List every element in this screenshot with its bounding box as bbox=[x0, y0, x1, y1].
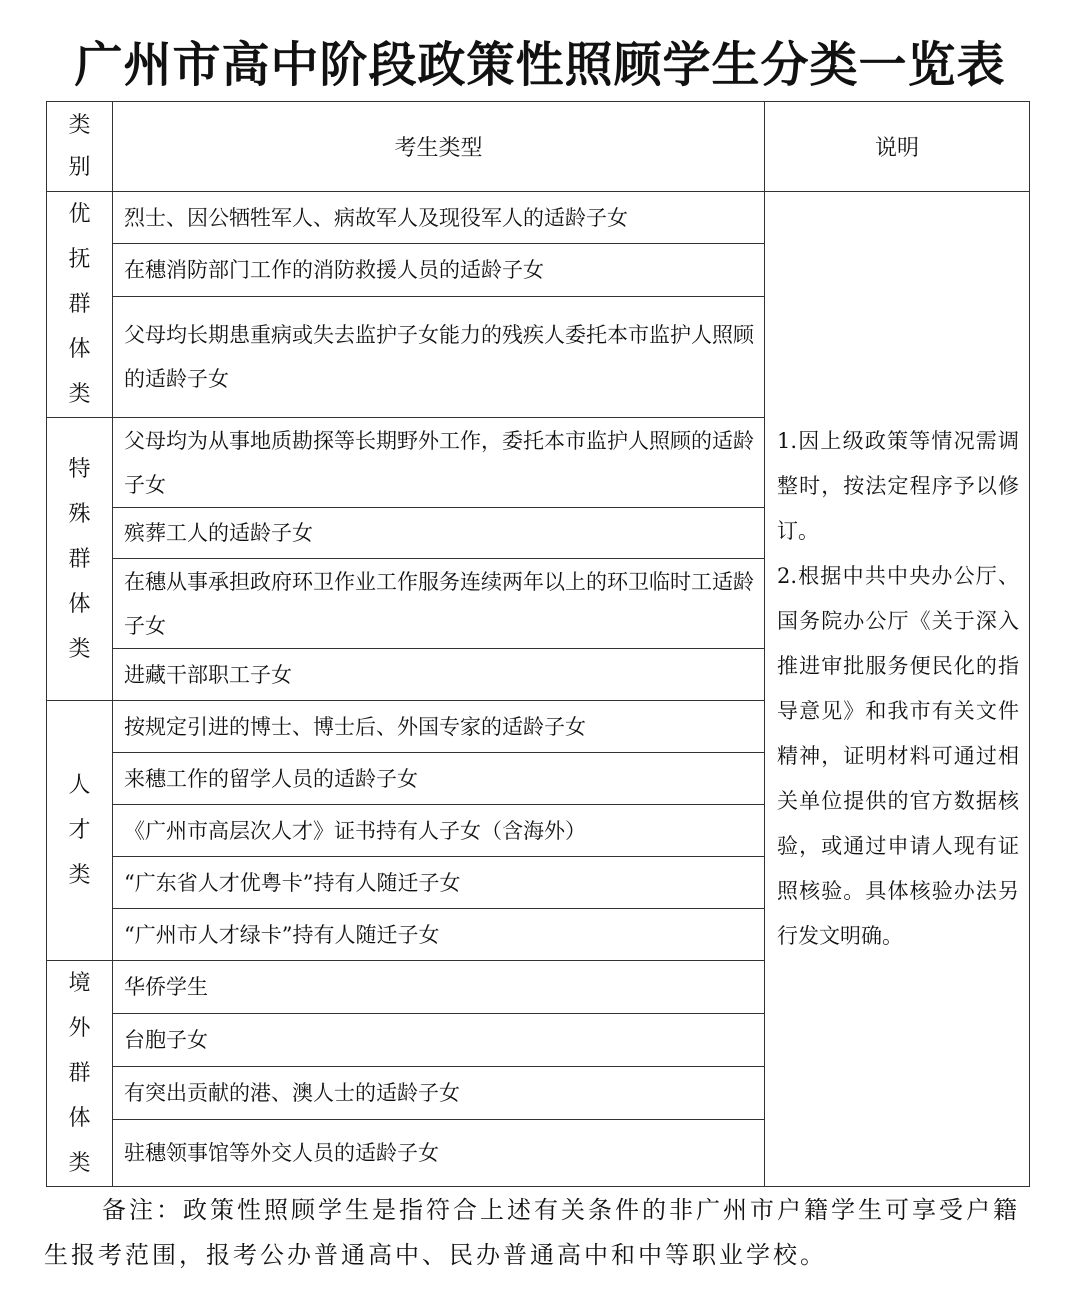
item-cell: 在穗消防部门工作的消防救援人员的适龄子女 bbox=[113, 244, 765, 296]
category-cell-jingwai: 境 外 群 体 类 bbox=[47, 961, 113, 1187]
item-cell: 在穗从事承担政府环卫作业工作服务连续两年以上的环卫临时工适龄子女 bbox=[113, 559, 765, 649]
header-category: 类 别 bbox=[47, 102, 113, 192]
item-cell: 《广州市高层次人才》证书持有人子女（含海外） bbox=[113, 805, 765, 857]
table-row bbox=[47, 192, 1030, 244]
item-cell: 华侨学生 bbox=[113, 961, 765, 1014]
item-cell: 父母均为从事地质勘探等长期野外工作，委托本市监护人照顾的适龄子女 bbox=[113, 418, 765, 508]
item-cell: 按规定引进的博士、博士后、外国专家的适龄子女 bbox=[113, 701, 765, 753]
note-paragraph-2: 2.根据中共中央办公厅、国务院办公厅《关于深入推进审批服务便民化的指导意见》和我市有关文件精神，证明材料可通过相关单位提供的官方数据核验，或通过申请人现有证照核验。具体核验办法另行发文明确。 bbox=[777, 564, 1019, 948]
header-note: 说明 bbox=[765, 102, 1030, 192]
category-cell-rencai: 人 才 类 bbox=[47, 701, 113, 961]
item-cell: 父母均长期患重病或失去监护子女能力的残疾人委托本市监护人照顾的适龄子女 bbox=[113, 296, 765, 417]
item-cell: 进藏干部职工子女 bbox=[113, 649, 765, 701]
category-cell-teshu: 特 殊 群 体 类 bbox=[47, 418, 113, 701]
policy-table bbox=[46, 101, 1030, 1187]
page-title: 广州市高中阶段政策性照顾学生分类一览表 bbox=[74, 37, 1006, 93]
item-cell: 有突出贡献的港、澳人士的适龄子女 bbox=[113, 1067, 765, 1120]
item-cell: 来穗工作的留学人员的适龄子女 bbox=[113, 753, 765, 805]
item-cell: 烈士、因公牺牲军人、病故军人及现役军人的适龄子女 bbox=[113, 192, 765, 244]
item-cell: 驻穗领事馆等外交人员的适龄子女 bbox=[113, 1120, 765, 1187]
item-cell: 殡葬工人的适龄子女 bbox=[113, 508, 765, 559]
note-cell bbox=[765, 192, 1030, 1187]
footnote: 备注：政策性照顾学生是指符合上述有关条件的非广州市户籍学生可享受户籍生报考范围，报考公办普通高中、民办普通高中和中等职业学校。 bbox=[44, 1196, 1020, 1269]
category-cell-youfu: 优 抚 群 体 类 bbox=[47, 192, 113, 418]
item-cell: 台胞子女 bbox=[113, 1014, 765, 1067]
note-paragraph-1: 1.因上级政策等情况需调整时，按法定程序予以修订。 bbox=[777, 429, 1019, 543]
item-cell: “广东省人才优粤卡”持有人随迁子女 bbox=[113, 857, 765, 909]
header-type: 考生类型 bbox=[113, 102, 765, 192]
item-cell: “广州市人才绿卡”持有人随迁子女 bbox=[113, 909, 765, 961]
table-header-row bbox=[47, 102, 1030, 192]
